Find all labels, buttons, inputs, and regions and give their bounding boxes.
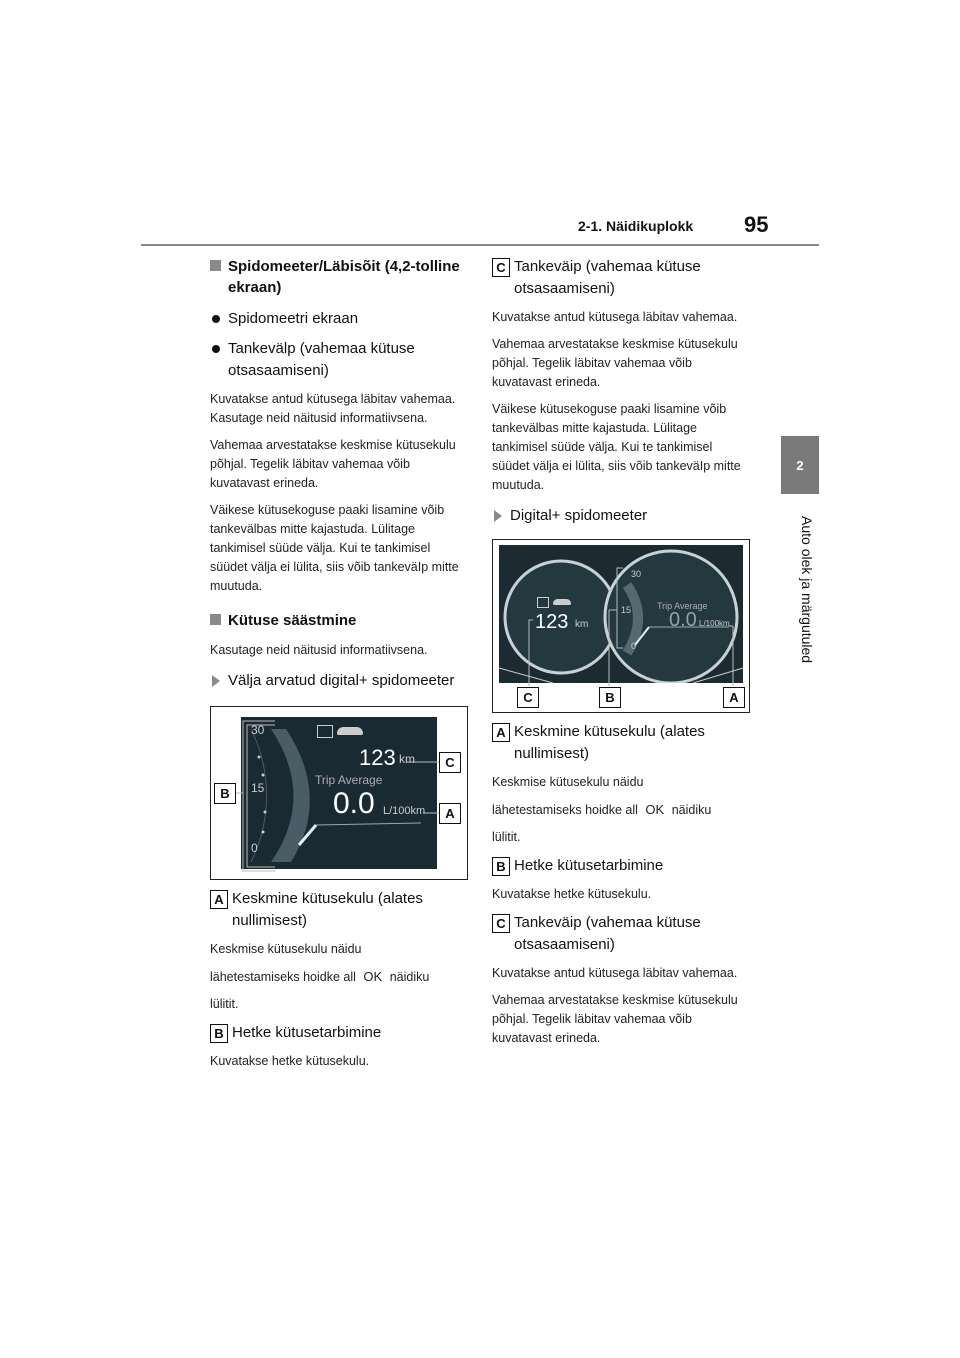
label-box-b: B <box>210 1024 228 1043</box>
range-value: 123 <box>535 611 569 633</box>
chapter-title: Auto olek ja märgutuled <box>799 516 815 664</box>
paragraph: Vahemaa arvestatakse keskmise kütusekulu põhjal. Tegelik läbitav vahemaa võib kuvatavast erineda. <box>492 337 738 389</box>
ok-switch-label: OK <box>645 802 665 817</box>
range-unit: km <box>575 619 589 630</box>
arrow-bullet-icon <box>212 675 220 687</box>
scale-label-mid: 15 <box>621 605 632 615</box>
chapter-number: 2 <box>796 457 804 473</box>
average-unit: L/100km <box>699 619 730 628</box>
paragraph: Vahemaa arvestatakse keskmise kütusekulu põhjal. Tegelik läbitav vahemaa võib kuvatavast erineda. <box>492 993 738 1045</box>
trip-average-label: Trip Average <box>657 601 708 611</box>
chapter-tab <box>781 436 819 494</box>
range-unit: km <box>399 752 415 766</box>
label-item-a: A Keskmine kütusekulu (alates nullimisest) <box>492 721 750 765</box>
paragraph: lülitit. <box>492 830 521 844</box>
paragraph: Keskmise kütusekulu näidu <box>492 775 644 789</box>
average-unit: L/100km <box>383 805 426 817</box>
label-box-c: C <box>492 914 510 933</box>
paragraph: Kasutage neid näitusid informatiivsena. <box>210 643 428 657</box>
arrow-item: Välja arvatud digital+ spidomeeter <box>210 670 470 692</box>
section-heading-fuel-economy: Kütuse säästmine <box>210 610 470 631</box>
paragraph: Kuvatakse hetke kütusekulu. <box>492 887 652 901</box>
label-box-a: A <box>210 890 228 909</box>
callout-lines <box>211 707 467 879</box>
paragraph: lähetestamiseks hoidke all OK näidiku <box>492 802 712 817</box>
paragraph: Väikese kütusekoguse paaki lisamine võib tankevälbas mitte kajastuda. Lülitage tankimisel süüde välja. Kui te tankimisel süüdet välja ei lülita, siis võib tankeväIp mitte muutuda. <box>210 503 459 593</box>
dot-bullet-icon <box>212 315 220 323</box>
right-column <box>492 256 750 1056</box>
label-item-c: C Tankeväip (vahemaa kütuse otsasaamiseni) <box>492 912 750 956</box>
paragraph: Kuvatakse hetke kütusekulu. <box>210 1054 370 1068</box>
scale-label-top: 30 <box>251 723 265 737</box>
header-rule <box>141 244 819 246</box>
page-number: 95 <box>744 212 769 237</box>
paragraph: Kuvatakse antud kütusega läbitav vahemaa. Kasutage neid näitusid informatiivsena. <box>210 392 456 425</box>
scale-label-bottom: 0 <box>631 641 637 651</box>
trip-average-label: Trip Average <box>315 773 383 787</box>
range-value: 123 <box>359 745 396 770</box>
callout-a: A <box>439 803 461 824</box>
callout-c: C <box>439 752 461 773</box>
paragraph: Kuvatakse antud kütusega läbitav vahemaa. <box>492 966 738 980</box>
paragraph: Väikese kütusekoguse paaki lisamine võib tankevälbas mitte kajastuda. Lülitage tankimisel süüde välja. Kui te tankimisel süüdet välja ei lülita, siis võib tankeväIp mitte muutuda. <box>492 402 741 492</box>
label-item-c: C Tankeväip (vahemaa kütuse otsasaamiseni) <box>492 256 750 300</box>
label-item-a: A Keskmine kütusekulu (alates nullimisest) <box>210 888 470 932</box>
callout-a: A <box>723 687 745 708</box>
section-heading-speedometer: Spidomeeter/Läbisõit (4,2-tolline ekraan) <box>210 256 470 298</box>
paragraph: lähetestamiseks hoidke all OK näidiku <box>210 969 430 984</box>
average-value: 0.0 <box>669 609 697 631</box>
arrow-bullet-icon <box>494 510 502 522</box>
paragraph: Vahemaa arvestatakse keskmise kütusekulu põhjal. Tegelik läbitav vahemaa võib kuvatavast erineda. <box>210 438 456 490</box>
label-box-b: B <box>492 857 510 876</box>
callout-b: B <box>214 783 236 804</box>
scale-label-mid: 15 <box>251 781 265 795</box>
square-bullet-icon <box>210 260 221 271</box>
dot-bullet-icon <box>212 345 220 353</box>
section-title: 2-1. Näidikuplokk <box>578 218 694 234</box>
paragraph: Kuvatakse antud kütusega läbitav vahemaa. <box>492 310 738 324</box>
scale-label-bottom: 0 <box>251 841 258 855</box>
scale-label-top: 30 <box>631 569 642 579</box>
label-item-b: B Hetke kütusetarbimine <box>492 855 750 877</box>
figure-4inch-display <box>210 706 468 880</box>
arrow-item: Digital+ spidomeeter <box>492 505 750 527</box>
callout-c: C <box>517 687 539 708</box>
figure-digital-plus-display <box>492 539 750 713</box>
paragraph: Keskmise kütusekulu näidu <box>210 942 362 956</box>
bullet-item: Spidomeetri ekraan <box>210 308 470 330</box>
label-box-a: A <box>492 723 510 742</box>
paragraph: lülitit. <box>210 997 239 1011</box>
left-column <box>210 256 470 1079</box>
bullet-item: Tankevälp (vahemaa kütuse otsasaamiseni) <box>210 338 470 382</box>
callout-b: B <box>599 687 621 708</box>
square-bullet-icon <box>210 614 221 625</box>
average-value: 0.0 <box>333 787 375 820</box>
label-box-c: C <box>492 258 510 277</box>
label-item-b: B Hetke kütusetarbimine <box>210 1022 470 1044</box>
ok-switch-label: OK <box>363 969 383 984</box>
